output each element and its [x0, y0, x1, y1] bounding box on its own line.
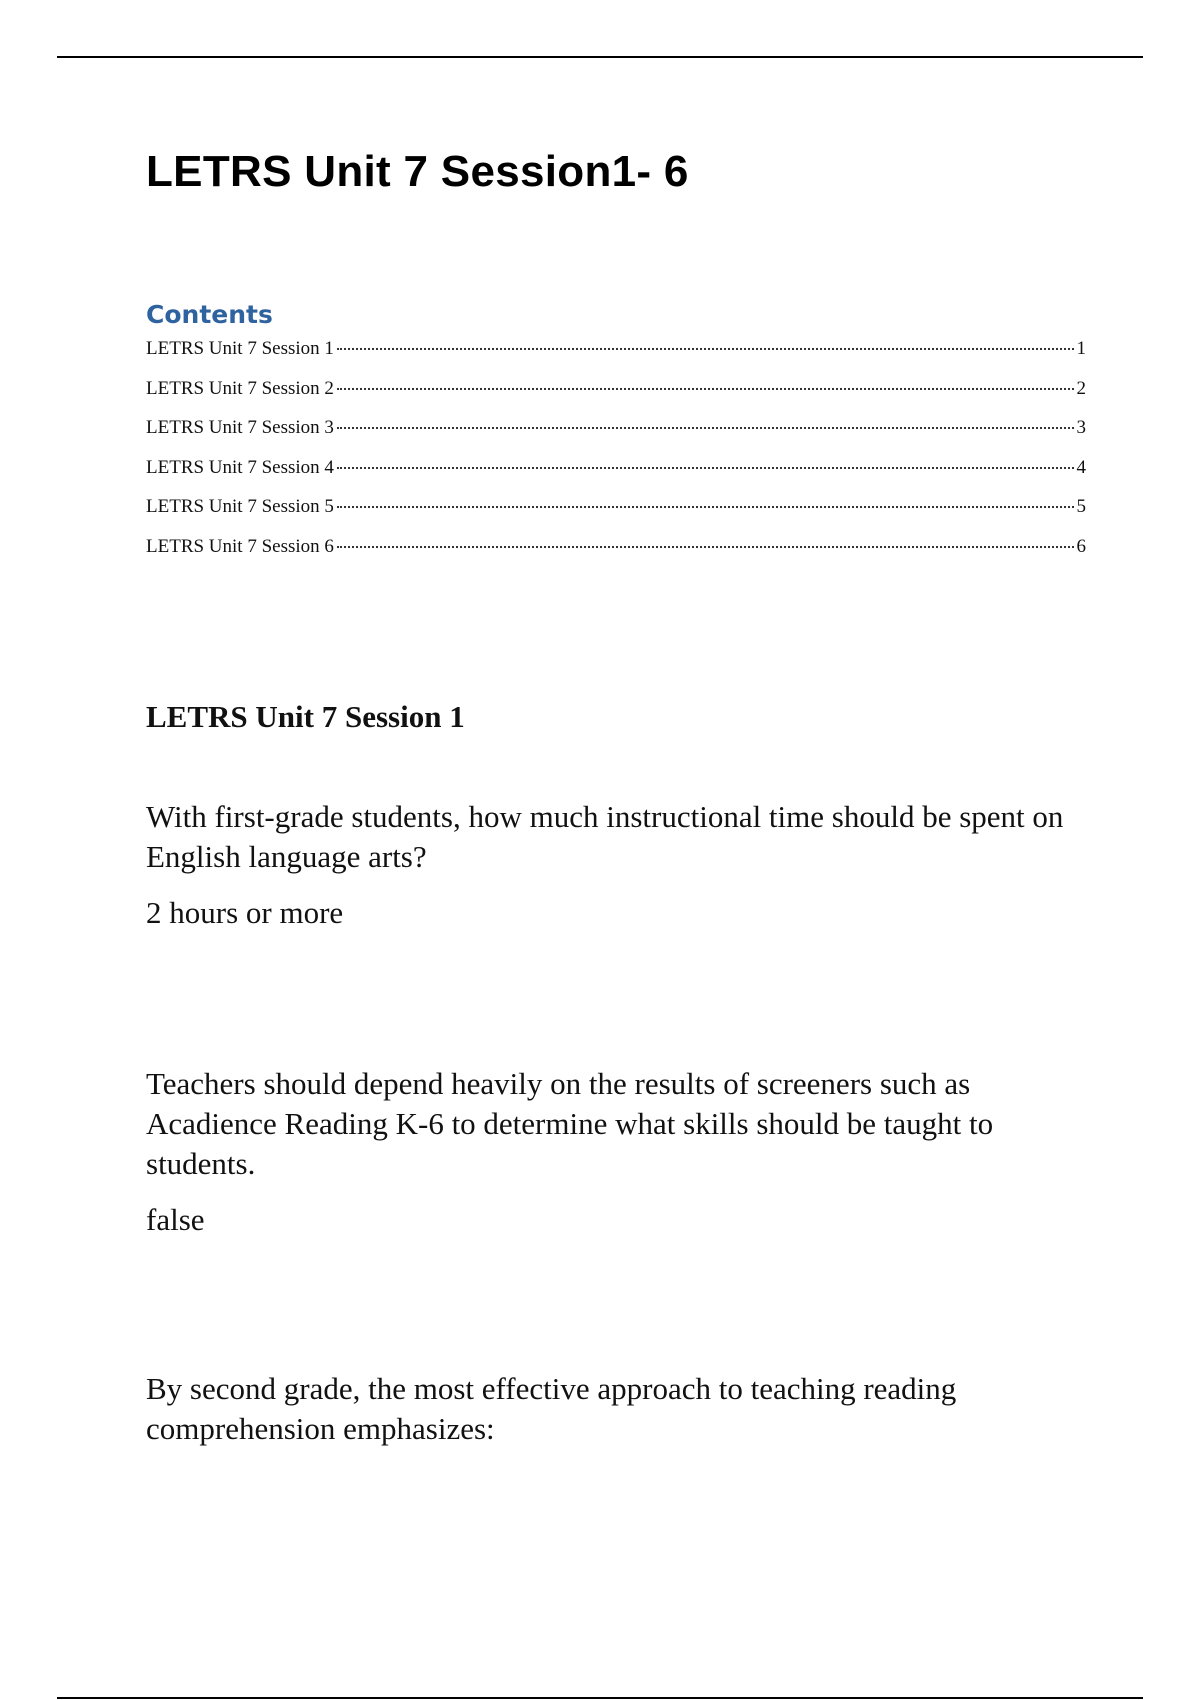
toc-entry-label: LETRS Unit 7 Session 2 [146, 377, 334, 399]
bottom-rule [57, 1697, 1143, 1699]
toc-entry-session-5[interactable] [146, 496, 1086, 536]
toc-dot-leader [337, 388, 1074, 390]
section-heading: LETRS Unit 7 Session 1 [146, 699, 465, 734]
top-rule [57, 56, 1143, 58]
toc-entry-page: 6 [1076, 535, 1086, 557]
question-text: Teachers should depend heavily on the results of screeners such as Acadience Reading K-6 to determine what skills should be taught to students. [146, 1066, 994, 1181]
toc-entry-page: 3 [1076, 417, 1086, 438]
toc-entry-page: 4 [1076, 456, 1086, 478]
toc-entry-session-1[interactable] [146, 338, 1086, 378]
toc-dot-leader [337, 506, 1074, 508]
question-block-3 [146, 1369, 1096, 1449]
toc-entry-session-4[interactable] [146, 457, 1086, 497]
toc-heading: Contents [146, 300, 273, 329]
toc-entry-page: 1 [1076, 338, 1086, 359]
toc-entry-session-6[interactable] [146, 536, 1086, 576]
toc-dot-leader [337, 348, 1074, 350]
question-text: By second grade, the most effective approach to teaching reading comprehension emphasizes: [146, 1371, 957, 1446]
toc-entry-label: LETRS Unit 7 Session 3 [146, 417, 334, 438]
answer-text: 2 hours or more [146, 895, 344, 930]
toc-dot-leader [337, 427, 1074, 429]
question-block-1 [146, 797, 1096, 933]
toc-entry-label: LETRS Unit 7 Session 1 [146, 338, 334, 359]
question-text: With first-grade students, how much instructional time should be spent on English language arts? [146, 799, 1064, 874]
toc-entry-page: 2 [1076, 377, 1086, 399]
toc-dot-leader [337, 546, 1074, 548]
toc-list [146, 338, 1086, 575]
answer-text: false [146, 1202, 205, 1237]
question-block-2 [146, 1064, 1096, 1240]
toc-dot-leader [337, 467, 1074, 469]
toc-entry-label: LETRS Unit 7 Session 5 [146, 496, 334, 517]
page-title: LETRS Unit 7 Session1- 6 [146, 147, 689, 196]
toc-entry-session-2[interactable] [146, 378, 1086, 418]
toc-entry-session-3[interactable] [146, 417, 1086, 457]
table-of-contents [146, 300, 1086, 575]
toc-entry-page: 5 [1076, 496, 1086, 517]
toc-entry-label: LETRS Unit 7 Session 4 [146, 456, 334, 478]
toc-entry-label: LETRS Unit 7 Session 6 [146, 535, 334, 557]
